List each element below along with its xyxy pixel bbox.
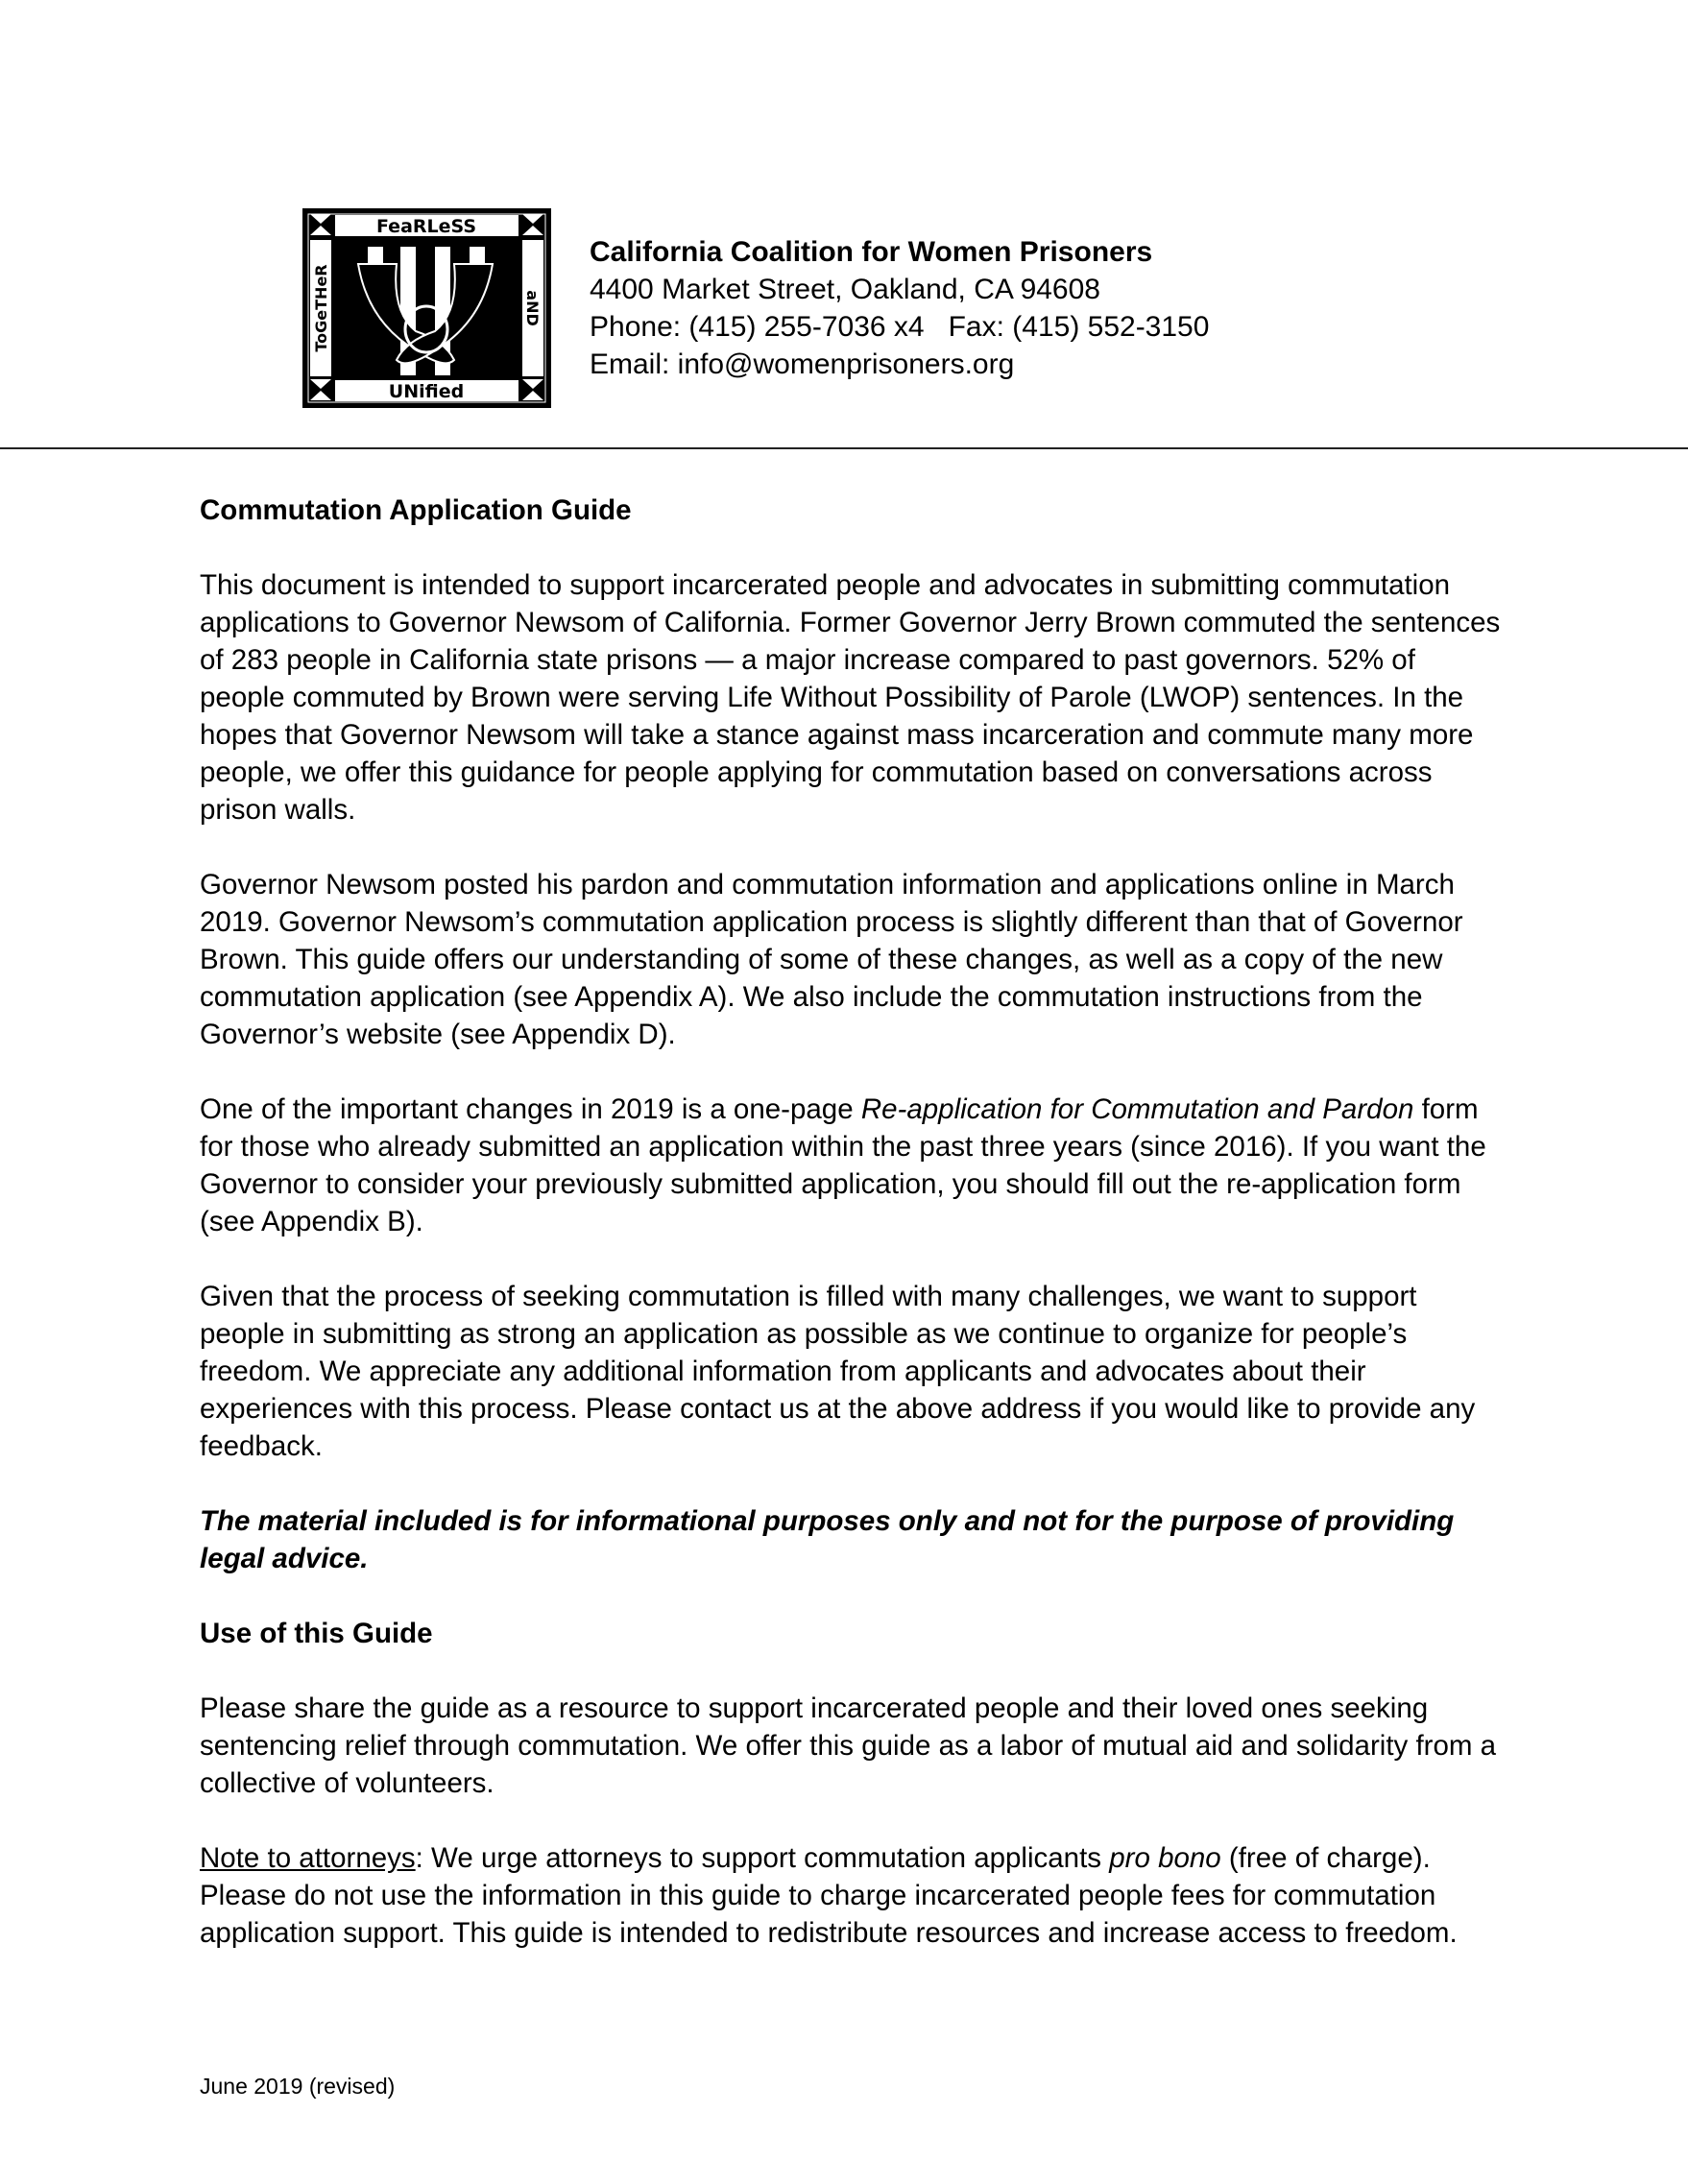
logo-bottom-text: UNified [388,381,465,402]
changes-text-2: form for those who already submitted an application within the past three years (since 2016). If you want the Governor to consider your previously submitted application, you should fill out the re-application form (see Appendix B). [200,1093,1486,1237]
changes-paragraph [200,1091,1506,1240]
logo-top-text: FeaRLeSS [375,216,477,237]
organization-email: Email: info@womenprisoners.org [590,348,1015,380]
attorney-note-paragraph [200,1839,1506,1952]
organization-logo [301,206,553,410]
organization-name: California Coalition for Women Prisoners [590,236,1153,268]
attorney-note-label: Note to attorneys [200,1842,416,1874]
header-divider [0,447,1688,449]
organization-contact-block [590,233,1209,383]
logo-right-text: aND [523,290,542,326]
reapplication-form-name: Re-application for Commutation and Pardon [860,1093,1414,1125]
newsom-paragraph: Governor Newsom posted his pardon and commutation information and applications online in March 2019. Governor Newsom’s commutation application process is slightly different than that of Governor Brown. This guide offers our understanding of some of these changes, as well as a copy of the new commutation application (see Appendix A). We also include the commutation instructions from the Governor’s website (see Appendix D). [200,869,1463,1050]
logo-left-text: ToGeTHeR [312,264,330,352]
changes-text-1: One of the important changes in 2019 is a one-page [200,1093,861,1125]
intro-paragraph: This document is intended to support incarcerated people and advocates in submitting commutation applications to Governor Newsom of California. Former Governor Jerry Brown commuted the sentences of 283 people in California state prisons — a major increase compared to past governors. 52% of people commuted by Brown were serving Life Without Possibility of Parole (LWOP) sentences. In the hopes that Governor Newsom will take a stance against mass incarceration and commute many more people, we offer this guidance for people applying for commutation based on conversations across prison walls. [200,569,1501,826]
legal-disclaimer: The material included is for informational purposes only and not for the purpose of providing legal advice. [200,1505,1455,1574]
fearless-together-unified-logo-icon [301,206,553,410]
attorney-note-text-1: : We urge attorneys to support commutation applicants [415,1842,1110,1874]
attorney-note-text-2: (free of charge). Please do not use the information in this guide to charge incarcerated people fees for commutation application support. This guide is intended to redistribute resources and increase access to freedom. [200,1842,1458,1949]
challenges-paragraph: Given that the process of seeking commutation is filled with many challenges, we want to support people in submitting as strong an application as possible as we continue to organize for people’s freedom. We appreciate any additional information from applicants and advocates about their experiences with this process. Please contact us at the above address if you would like to provide any feedback. [200,1281,1476,1462]
document-title: Commutation Application Guide [200,494,632,526]
organization-phone-fax: Phone: (415) 255-7036 x4 Fax: (415) 552-3150 [590,311,1210,343]
use-of-guide-heading: Use of this Guide [200,1618,433,1649]
document-body [200,492,1506,1989]
use-of-guide-paragraph: Please share the guide as a resource to support incarcerated people and their loved ones seeking sentencing relief through commutation. We offer this guide as a labor of mutual aid and solidarity from a collective of volunteers. [200,1692,1497,1799]
revision-date: June 2019 (revised) [200,2074,396,2099]
pro-bono-term: pro bono [1109,1842,1221,1874]
organization-address: 4400 Market Street, Oakland, CA 94608 [590,274,1100,305]
